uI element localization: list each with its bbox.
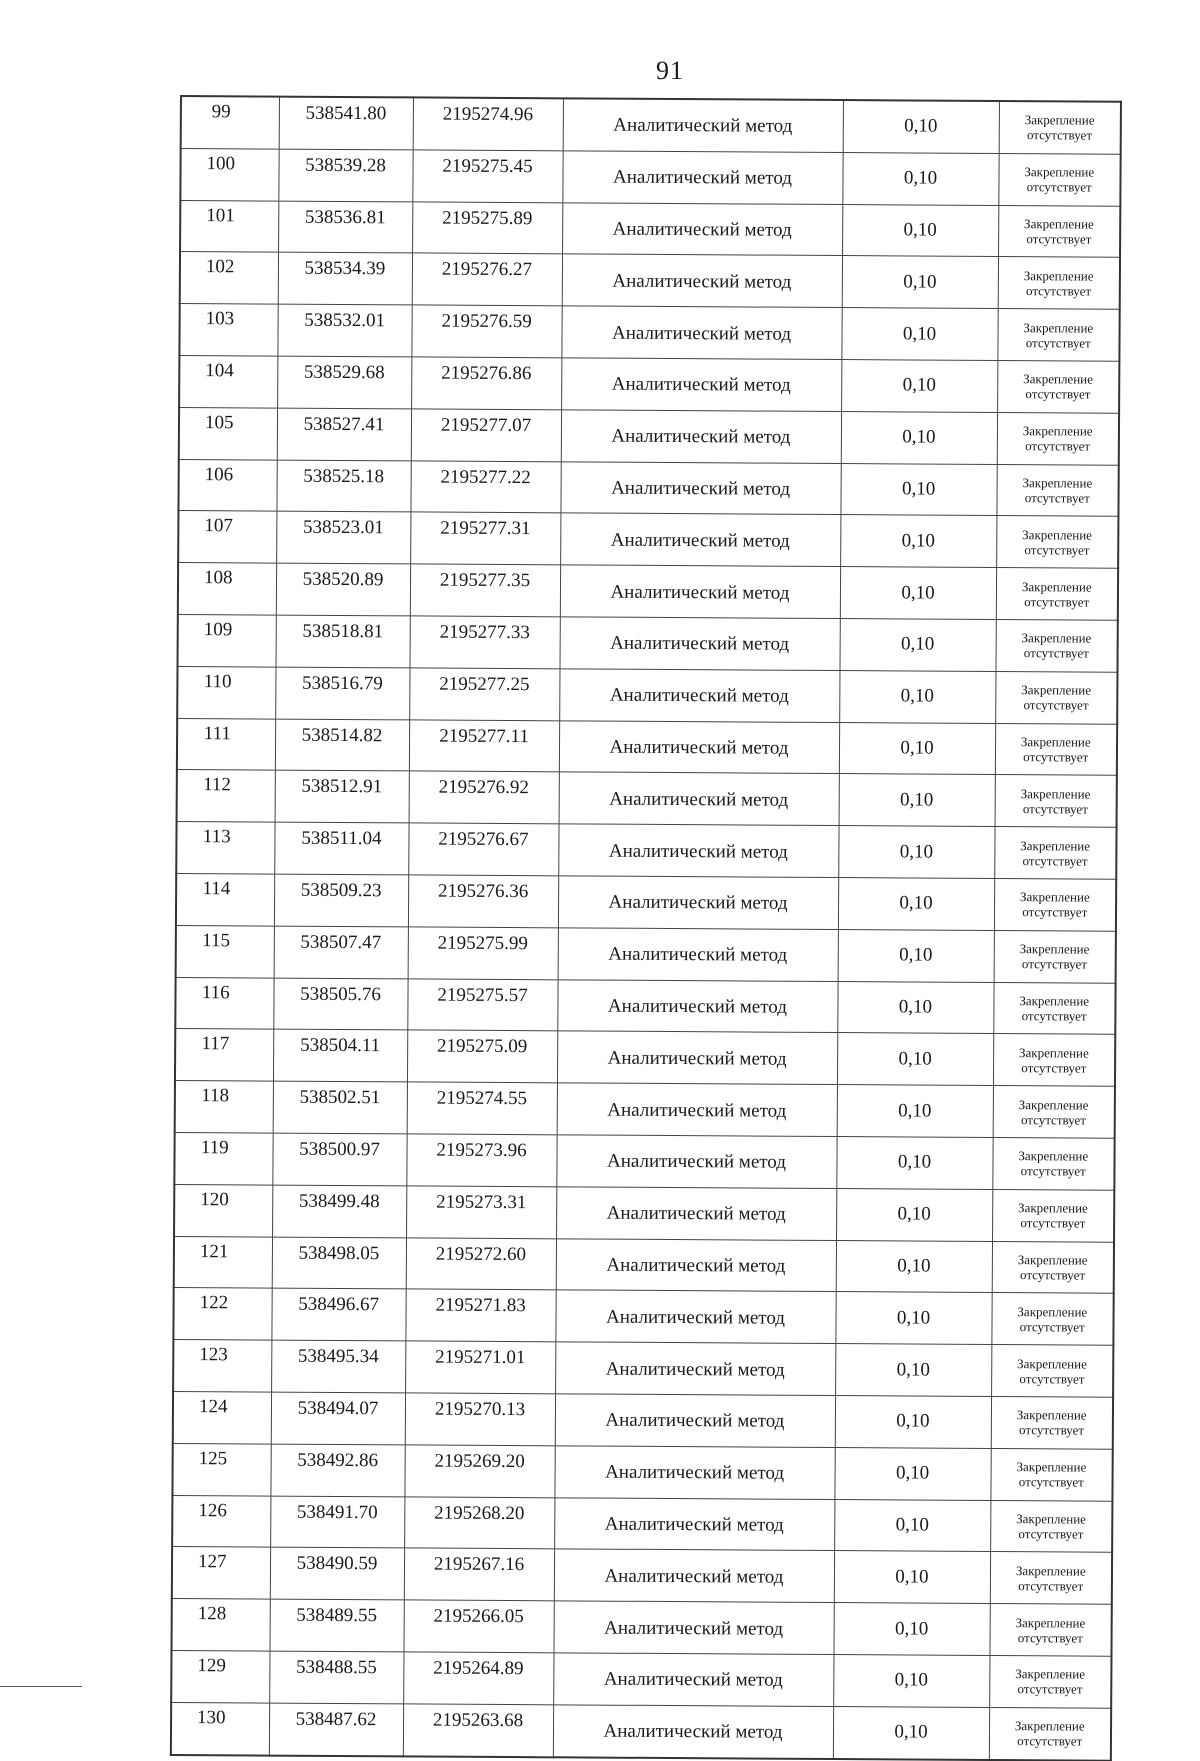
fixation-line-2: отсутствует	[1022, 852, 1088, 869]
method-cell: Аналитический метод	[555, 1290, 835, 1344]
accuracy-cell: 0,10	[842, 152, 998, 205]
y-coordinate-cell: 2195271.83	[405, 1289, 555, 1342]
x-coordinate-cell: 538539.28	[278, 149, 412, 202]
y-coordinate-cell: 2195277.07	[411, 409, 561, 462]
fixation-line-1: Закрепление	[1019, 889, 1090, 905]
point-number-cell: 118	[175, 1081, 273, 1133]
point-number-cell: 104	[179, 355, 277, 407]
fixation-line-2: отсутствует	[1019, 1370, 1085, 1387]
fixation-line-1: Закрепление	[1024, 164, 1095, 180]
fixation-line-2: отсутствует	[1018, 1474, 1084, 1490]
table-row	[178, 511, 1118, 569]
fixation-cell	[991, 1396, 1113, 1449]
fixation-line-2: отсутствует	[1025, 386, 1091, 402]
accuracy-cell: 0,10	[834, 1447, 990, 1500]
accuracy-cell: 0,10	[840, 567, 996, 620]
point-number-cell: 121	[174, 1236, 272, 1288]
y-coordinate-cell: 2195267.16	[404, 1548, 554, 1601]
fixation-line-2: отсутствует	[1024, 541, 1090, 558]
accuracy-cell: 0,10	[834, 1551, 990, 1604]
method-cell: Аналитический метод	[559, 772, 839, 826]
accuracy-cell: 0,10	[833, 1603, 989, 1656]
fixation-line-1: Закрепление	[1022, 526, 1093, 543]
fixation-line-1: Закрепление	[1018, 1044, 1089, 1061]
point-number-cell: 125	[172, 1443, 270, 1495]
accuracy-cell: 0,10	[835, 1292, 991, 1345]
fixation-line-2: отсутствует	[1023, 749, 1089, 765]
y-coordinate-cell: 2195277.35	[410, 564, 560, 617]
fixation-line-2: отсутствует	[1017, 1733, 1083, 1749]
method-cell: Аналитический метод	[562, 151, 842, 205]
y-coordinate-cell: 2195277.11	[409, 719, 559, 772]
fixation-line-1: Закрепление	[1017, 1252, 1088, 1268]
fixation-cell	[989, 1707, 1111, 1760]
fixation-line-2: отсутствует	[1023, 697, 1089, 713]
method-cell: Аналитический метод	[557, 1083, 837, 1137]
table-row	[173, 1340, 1113, 1398]
accuracy-cell: 0,10	[837, 1085, 993, 1138]
fixation-line-2: отсутствует	[1020, 1163, 1086, 1179]
x-coordinate-cell: 538490.59	[270, 1547, 404, 1600]
fixation-line-1: Закрепление	[1021, 578, 1092, 595]
y-coordinate-cell: 2195275.09	[407, 1030, 557, 1083]
accuracy-cell: 0,10	[838, 877, 994, 930]
point-number-cell: 128	[171, 1599, 269, 1651]
fixation-line-1: Закрепление	[1019, 993, 1090, 1009]
fixation-cell	[995, 619, 1117, 672]
fixation-cell	[994, 827, 1116, 880]
point-number-cell: 116	[175, 977, 273, 1029]
x-coordinate-cell: 538491.70	[270, 1496, 404, 1549]
fixation-line-2: отсутствует	[1025, 438, 1091, 454]
x-coordinate-cell: 538499.48	[272, 1185, 406, 1238]
accuracy-cell: 0,10	[839, 774, 995, 827]
accuracy-cell: 0,10	[835, 1344, 991, 1397]
table-row	[176, 822, 1116, 880]
method-cell: Аналитический метод	[557, 979, 837, 1033]
fixation-cell	[990, 1500, 1112, 1553]
fixation-cell	[993, 1034, 1115, 1087]
accuracy-cell: 0,10	[836, 1136, 992, 1189]
fixation-line-1: Закрепление	[1018, 1096, 1089, 1113]
fixation-line-1: Закрепление	[1015, 1562, 1086, 1579]
x-coordinate-cell: 538494.07	[271, 1392, 405, 1445]
table-row	[172, 1443, 1112, 1501]
method-cell: Аналитический метод	[554, 1549, 834, 1603]
fixation-cell	[991, 1293, 1113, 1346]
y-coordinate-cell: 2195268.20	[404, 1496, 554, 1549]
point-number-cell: 109	[178, 614, 276, 666]
table-row	[174, 1132, 1114, 1190]
table-row	[180, 200, 1120, 258]
fixation-line-2: отсутствует	[1021, 1008, 1087, 1024]
fixation-cell	[994, 878, 1116, 931]
y-coordinate-cell: 2195276.67	[408, 823, 558, 876]
y-coordinate-cell: 2195276.59	[411, 305, 561, 358]
fixation-line-1: Закрепление	[1020, 837, 1091, 854]
y-coordinate-cell: 2195275.57	[407, 978, 557, 1031]
method-cell: Аналитический метод	[558, 876, 838, 930]
method-cell: Аналитический метод	[553, 1601, 833, 1655]
fixation-line-1: Закрепление	[1021, 630, 1092, 646]
method-cell: Аналитический метод	[558, 824, 838, 878]
x-coordinate-cell: 538488.55	[269, 1651, 403, 1704]
fixation-line-2: отсутствует	[1026, 127, 1093, 143]
fixation-line-2: отсутствует	[1020, 1215, 1086, 1231]
point-number-cell: 106	[178, 459, 276, 511]
fixation-cell	[995, 723, 1117, 776]
accuracy-cell: 0,10	[837, 981, 993, 1034]
accuracy-cell: 0,10	[839, 722, 995, 775]
fixation-line-1: Закрепление	[1018, 1200, 1088, 1216]
fixation-line-2: отсутствует	[1019, 1267, 1086, 1283]
point-number-cell: 100	[180, 148, 278, 200]
point-number-cell: 101	[180, 200, 278, 252]
x-coordinate-cell: 538514.82	[275, 719, 409, 772]
method-cell: Аналитический метод	[562, 254, 842, 308]
x-coordinate-cell: 538529.68	[277, 356, 411, 409]
point-number-cell: 103	[179, 304, 277, 356]
x-coordinate-cell: 538509.23	[274, 874, 408, 927]
fixation-line-1: Закрепление	[1019, 941, 1090, 957]
table-row	[175, 1029, 1115, 1087]
x-coordinate-cell: 538504.11	[273, 1029, 407, 1082]
y-coordinate-cell: 2195276.92	[409, 771, 559, 824]
fixation-cell	[993, 982, 1115, 1035]
fixation-line-1: Закрепление	[1015, 1666, 1086, 1682]
y-coordinate-cell: 2195275.45	[412, 150, 562, 203]
table-row	[174, 1184, 1114, 1242]
point-number-cell: 113	[176, 822, 274, 874]
fixation-line-1: Закрепление	[1014, 1718, 1085, 1734]
fixation-line-2: отсутствует	[1019, 1422, 1085, 1438]
fixation-line-2: отсутствует	[1020, 1111, 1087, 1128]
x-coordinate-cell: 538487.62	[269, 1703, 403, 1756]
coordinates-table-body	[171, 96, 1121, 1760]
table-row	[178, 459, 1118, 517]
fixation-line-1: Закрепление	[1020, 785, 1091, 802]
table-row	[172, 1547, 1112, 1605]
accuracy-cell: 0,10	[836, 1188, 992, 1241]
fixation-cell	[990, 1552, 1112, 1605]
x-coordinate-cell: 538525.18	[276, 460, 410, 513]
y-coordinate-cell: 2195270.13	[405, 1393, 555, 1446]
accuracy-cell: 0,10	[835, 1395, 991, 1448]
fixation-line-2: отсутствует	[1025, 334, 1091, 351]
method-cell: Аналитический метод	[563, 98, 843, 152]
y-coordinate-cell: 2195276.86	[411, 357, 561, 410]
method-cell: Аналитический метод	[561, 358, 841, 412]
y-coordinate-cell: 2195277.25	[409, 668, 559, 721]
accuracy-cell: 0,10	[842, 256, 998, 309]
point-number-cell: 114	[176, 873, 274, 925]
coordinates-table	[170, 95, 1122, 1761]
fixation-line-2: отсутствует	[1017, 1681, 1083, 1697]
point-number-cell: 110	[177, 666, 275, 718]
method-cell: Аналитический метод	[556, 1238, 836, 1292]
fixation-cell	[992, 1189, 1114, 1242]
method-cell: Аналитический метод	[555, 1394, 835, 1448]
fixation-line-2: отсутствует	[1024, 490, 1090, 506]
table-row	[176, 873, 1116, 931]
fixation-line-2: отсутствует	[1026, 231, 1092, 247]
point-number-cell: 130	[171, 1702, 269, 1755]
x-coordinate-cell: 538527.41	[277, 408, 411, 461]
fixation-line-1: Закрепление	[1016, 1407, 1087, 1423]
table-row	[171, 1650, 1111, 1708]
x-coordinate-cell: 538492.86	[270, 1444, 404, 1497]
y-coordinate-cell: 2195271.01	[405, 1341, 555, 1394]
accuracy-cell: 0,10	[843, 100, 999, 153]
fixation-cell	[999, 101, 1121, 154]
fixation-line-1: Закрепление	[1015, 1614, 1086, 1631]
accuracy-cell: 0,10	[836, 1240, 992, 1293]
table-row	[176, 925, 1116, 983]
fixation-line-1: Закрепление	[1017, 1355, 1087, 1372]
fixation-cell	[989, 1604, 1111, 1657]
fixation-cell	[993, 1086, 1115, 1139]
fixation-line-2: отсутствует	[1023, 645, 1089, 661]
fixation-line-1: Закрепление	[1024, 216, 1094, 232]
accuracy-cell: 0,10	[841, 308, 997, 361]
fixation-line-1: Закрепление	[1020, 734, 1091, 750]
table-row	[172, 1495, 1112, 1553]
table-row	[179, 304, 1119, 362]
point-number-cell: 126	[172, 1495, 270, 1547]
accuracy-cell: 0,10	[841, 360, 997, 413]
table-row	[180, 252, 1120, 310]
fixation-cell	[997, 412, 1119, 465]
x-coordinate-cell: 538534.39	[278, 252, 412, 305]
accuracy-cell: 0,10	[840, 515, 996, 568]
method-cell: Аналитический метод	[554, 1497, 834, 1551]
accuracy-cell: 0,10	[837, 1033, 993, 1086]
y-coordinate-cell: 2195276.27	[412, 253, 562, 306]
table-row	[177, 718, 1117, 776]
y-coordinate-cell: 2195274.55	[407, 1082, 557, 1135]
fixation-cell	[996, 568, 1118, 621]
fixation-cell	[998, 205, 1120, 258]
footnote-rule	[0, 1686, 82, 1687]
fixation-cell	[998, 153, 1120, 206]
table-row	[177, 770, 1117, 828]
accuracy-cell: 0,10	[839, 619, 995, 672]
point-number-cell: 102	[180, 252, 278, 304]
accuracy-cell: 0,10	[833, 1654, 989, 1707]
method-cell: Аналитический метод	[558, 928, 838, 982]
table-row	[181, 96, 1121, 154]
method-cell: Аналитический метод	[554, 1446, 834, 1500]
method-cell: Аналитический метод	[553, 1705, 833, 1759]
table-row	[175, 977, 1115, 1035]
table-row	[174, 1236, 1114, 1294]
fixation-cell	[996, 464, 1118, 517]
point-number-cell: 107	[178, 511, 276, 563]
method-cell: Аналитический метод	[561, 410, 841, 464]
fixation-cell	[989, 1655, 1111, 1708]
point-number-cell: 129	[171, 1650, 269, 1702]
accuracy-cell: 0,10	[838, 826, 994, 879]
method-cell: Аналитический метод	[556, 1135, 836, 1189]
x-coordinate-cell: 538489.55	[269, 1599, 403, 1652]
fixation-line-1: Закрепление	[1017, 1303, 1088, 1320]
fixation-cell	[995, 775, 1117, 828]
table-row	[179, 407, 1119, 465]
accuracy-cell: 0,10	[840, 463, 996, 516]
y-coordinate-cell: 2195269.20	[404, 1445, 554, 1498]
y-coordinate-cell: 2195273.31	[406, 1186, 556, 1239]
fixation-cell	[995, 671, 1117, 724]
method-cell: Аналитический метод	[560, 461, 840, 515]
x-coordinate-cell: 538512.91	[275, 770, 409, 823]
table-row	[173, 1391, 1113, 1449]
y-coordinate-cell: 2195275.99	[408, 927, 558, 980]
fixation-line-2: отсутствует	[1025, 282, 1092, 299]
table-row	[173, 1288, 1113, 1346]
fixation-line-2: отсутствует	[1022, 800, 1088, 817]
y-coordinate-cell: 2195276.36	[408, 875, 558, 928]
point-number-cell: 112	[177, 770, 275, 822]
point-number-cell: 119	[174, 1132, 272, 1184]
point-number-cell: 122	[173, 1288, 271, 1340]
fixation-cell	[996, 516, 1118, 569]
fixation-line-1: Закрепление	[1022, 423, 1093, 439]
method-cell: Аналитический метод	[559, 720, 839, 774]
y-coordinate-cell: 2195277.33	[410, 616, 560, 669]
fixation-line-1: Закрепление	[1016, 1459, 1087, 1475]
y-coordinate-cell: 2195273.96	[406, 1134, 556, 1187]
fixation-cell	[992, 1137, 1114, 1190]
method-cell: Аналитический метод	[556, 1187, 836, 1241]
y-coordinate-cell: 2195274.96	[413, 97, 563, 150]
table-row	[179, 355, 1119, 413]
method-cell: Аналитический метод	[560, 617, 840, 671]
fixation-line-2: отсутствует	[1018, 1526, 1084, 1542]
y-coordinate-cell: 2195266.05	[403, 1600, 553, 1653]
table-row	[171, 1702, 1111, 1760]
fixation-line-1: Закрепление	[1016, 1511, 1087, 1527]
point-number-cell: 108	[178, 563, 276, 615]
table-row	[178, 614, 1118, 672]
fixation-cell	[997, 309, 1119, 362]
x-coordinate-cell: 538541.80	[279, 97, 413, 150]
fixation-cell	[992, 1241, 1114, 1294]
x-coordinate-cell: 538532.01	[277, 304, 411, 357]
table-row	[180, 148, 1120, 206]
accuracy-cell: 0,10	[833, 1706, 989, 1759]
method-cell: Аналитический метод	[553, 1653, 833, 1707]
point-number-cell: 124	[173, 1391, 271, 1443]
table-row	[171, 1599, 1111, 1657]
point-number-cell: 115	[176, 925, 274, 977]
point-number-cell: 120	[174, 1184, 272, 1236]
fixation-cell	[994, 930, 1116, 983]
x-coordinate-cell: 538536.81	[278, 201, 412, 254]
table-row	[177, 666, 1117, 724]
fixation-cell	[990, 1448, 1112, 1501]
fixation-cell	[998, 257, 1120, 310]
method-cell: Аналитический метод	[559, 669, 839, 723]
page-number: 91	[656, 56, 684, 85]
method-cell: Аналитический метод	[557, 1031, 837, 1085]
table-row	[178, 563, 1118, 621]
table-row	[175, 1081, 1115, 1139]
method-cell: Аналитический метод	[561, 306, 841, 360]
point-number-cell: 111	[177, 718, 275, 770]
fixation-line-1: Закрепление	[1023, 319, 1094, 336]
y-coordinate-cell: 2195264.89	[403, 1652, 553, 1705]
fixation-line-2: отсутствует	[1017, 1629, 1083, 1646]
method-cell: Аналитический метод	[562, 202, 842, 256]
fixation-line-2: отсутствует	[1021, 956, 1088, 972]
fixation-line-2: отсутствует	[1021, 1059, 1087, 1076]
accuracy-cell: 0,10	[839, 670, 995, 723]
point-number-cell: 127	[172, 1547, 270, 1599]
fixation-cell	[991, 1345, 1113, 1398]
fixation-line-1: Закрепление	[1024, 112, 1095, 128]
fixation-line-2: отсутствует	[1018, 1577, 1084, 1594]
y-coordinate-cell: 2195277.22	[410, 460, 560, 513]
x-coordinate-cell: 538511.04	[274, 822, 408, 875]
fixation-line-1: Закрепление	[1022, 475, 1093, 491]
fixation-line-1: Закрепление	[1021, 682, 1092, 698]
fixation-line-2: отсутствует	[1026, 179, 1092, 195]
method-cell: Аналитический метод	[560, 513, 840, 567]
x-coordinate-cell: 538520.89	[276, 563, 410, 616]
x-coordinate-cell: 538518.81	[276, 615, 410, 668]
point-number-cell: 117	[175, 1029, 273, 1081]
accuracy-cell: 0,10	[841, 411, 997, 464]
x-coordinate-cell: 538523.01	[276, 511, 410, 564]
point-number-cell: 99	[181, 96, 279, 149]
fixation-line-2: отсутствует	[1024, 593, 1090, 610]
y-coordinate-cell: 2195272.60	[406, 1237, 556, 1290]
x-coordinate-cell: 538495.34	[271, 1340, 405, 1393]
fixation-cell	[997, 360, 1119, 413]
fixation-line-2: отсутствует	[1022, 904, 1088, 920]
fixation-line-1: Закрепление	[1018, 1148, 1089, 1164]
x-coordinate-cell: 538505.76	[273, 978, 407, 1031]
fixation-line-2: отсутствует	[1019, 1318, 1085, 1335]
y-coordinate-cell: 2195263.68	[403, 1704, 553, 1757]
point-number-cell: 123	[173, 1340, 271, 1392]
method-cell: Аналитический метод	[560, 565, 840, 619]
coordinates-table-wrapper	[170, 95, 1120, 1761]
x-coordinate-cell: 538516.79	[275, 667, 409, 720]
fixation-line-1: Закрепление	[1023, 371, 1093, 387]
x-coordinate-cell: 538496.67	[271, 1288, 405, 1341]
y-coordinate-cell: 2195275.89	[412, 202, 562, 255]
accuracy-cell: 0,10	[834, 1499, 990, 1552]
x-coordinate-cell: 538507.47	[274, 926, 408, 979]
x-coordinate-cell: 538498.05	[272, 1237, 406, 1290]
method-cell: Аналитический метод	[555, 1342, 835, 1396]
accuracy-cell: 0,10	[838, 929, 994, 982]
fixation-line-1: Закрепление	[1023, 267, 1094, 284]
x-coordinate-cell: 538502.51	[273, 1081, 407, 1134]
y-coordinate-cell: 2195277.31	[410, 512, 560, 565]
point-number-cell: 105	[179, 407, 277, 459]
x-coordinate-cell: 538500.97	[272, 1133, 406, 1186]
accuracy-cell: 0,10	[842, 204, 998, 257]
